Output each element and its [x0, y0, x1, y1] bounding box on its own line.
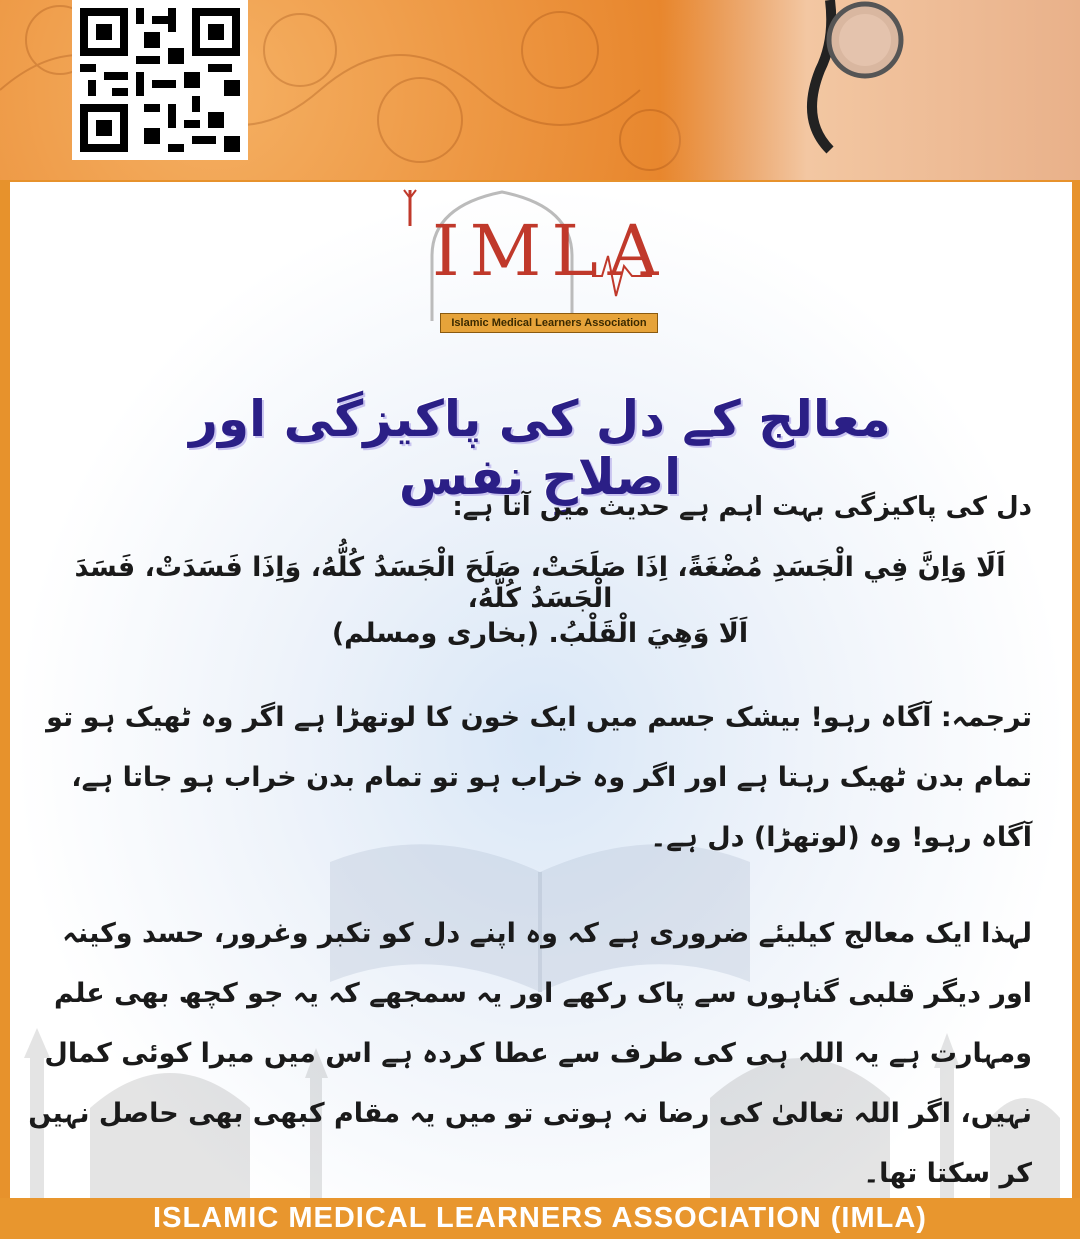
conclusion-paragraph: لہذا ایک معالج کیلیئے ضروری ہے کہ وہ اپنے دل کو تکبر وغرور، حسد وکینہ اور دیگر قلبی گناہوں سے پاک رکھے اور یہ سمجھے کہ یہ جو کچھ بھی علم ومہارت ہے یہ اللہ ہی کی طرف سے عطا کردہ ہے اس میں میرا کوئی کمال نہیں، اگر اللہ تعالیٰ کی رضا نہ ہوتی تو میں یہ مقام کبھی بھی حاصل نہیں کر سکتا تھا۔: [28, 918, 1032, 1189]
stethoscope-icon: [760, 0, 930, 178]
hadith-arabic-line-2: اَلَا وَهِيَ الْقَلْبُ. (بخاری ومسلم): [331, 618, 749, 649]
qr-code-icon: [72, 0, 248, 160]
logo-wordmark: IMLA: [432, 210, 669, 292]
logo-subtitle: Islamic Medical Learners Association: [440, 313, 658, 333]
top-banner: [0, 0, 1080, 180]
hadith-arabic-line-1: اَلَا وَاِنَّ فِي الْجَسَدِ مُضْغَةً، اِذَا صَلَحَتْ، صَلَحَ الْجَسَدُ كُلُّهُ، وَاِذَا فَسَدَتْ، فَسَدَ الْجَسَدُ كُلُّهُ،: [74, 552, 1006, 614]
translation-paragraph: ترجمہ: آگاہ رہو! بیشک جسم میں ایک خون کا لوتھڑا ہے اگر وہ ٹھیک ہو تو تمام بدن ٹھیک رہتا ہے اور اگر وہ خراب ہو تو تمام بدن خراب ہو جاتا ہے، آگاہ رہو! وہ (لوتھڑا) دل ہے۔: [46, 702, 1032, 853]
page-title: معالج کے دل کی پاکیزگی اور اصلاحِ نفس: [189, 390, 891, 506]
intro-text: دل کی پاکیزگی بہت اہم ہے حدیث میں آتا ہے:: [452, 492, 1032, 522]
footer-banner: ISLAMIC MEDICAL LEARNERS ASSOCIATION (IMLA): [0, 1198, 1080, 1239]
